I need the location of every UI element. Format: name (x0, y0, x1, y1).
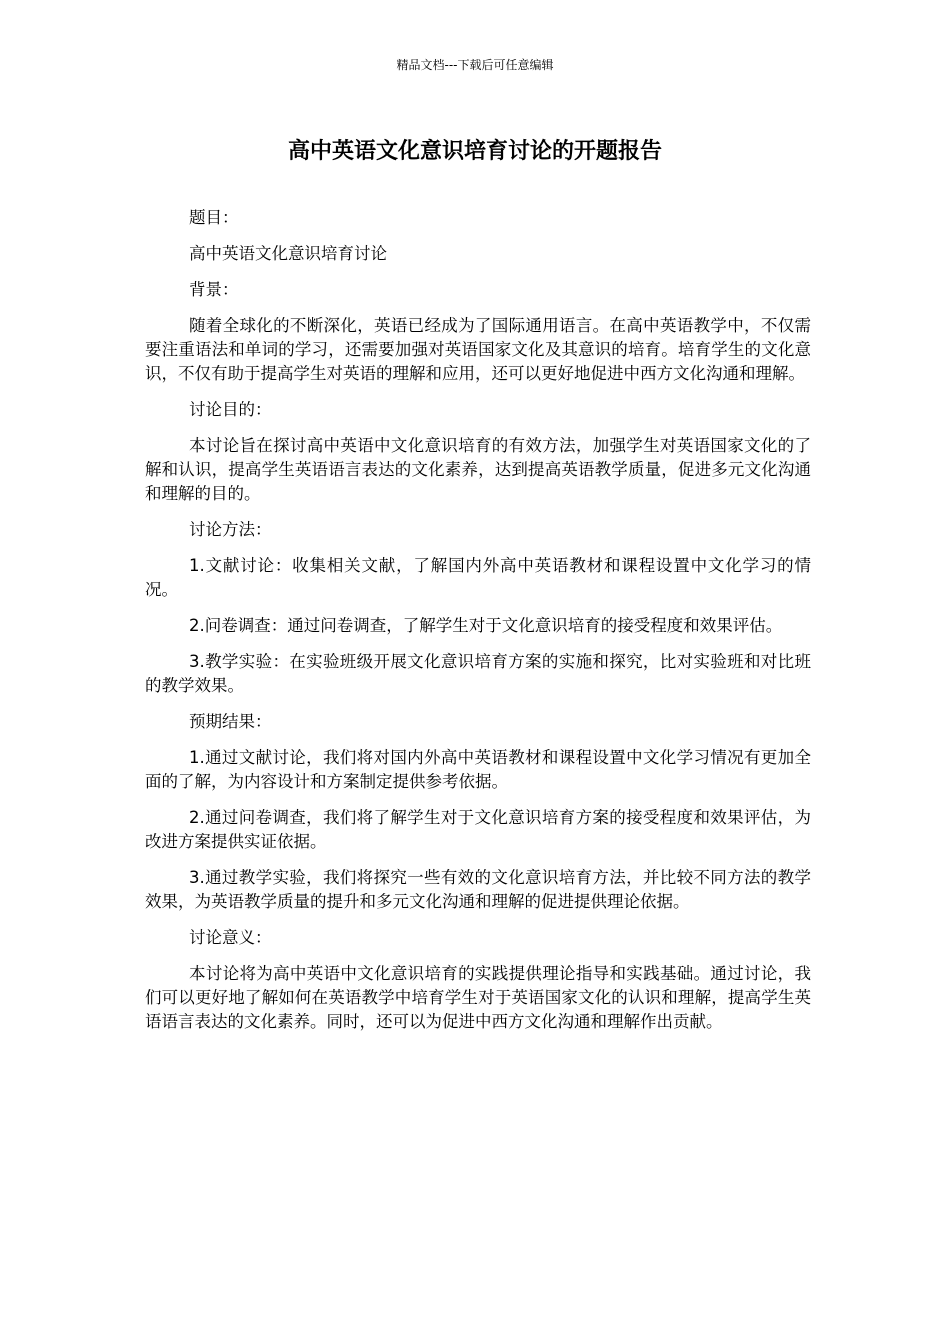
result-item-3: 3.通过教学实验，我们将探究一些有效的文化意识培育方法，并比较不同方法的教学效果，为英语教学质量的提升和多元文化沟通和理解的促进提供理论依据。 (145, 868, 811, 911)
method-item-3: 3.教学实验：在实验班级开展文化意识培育方案的实施和探究，比对实验班和对比班的教学效果。 (145, 652, 811, 695)
result-item-1: 1.通过文献讨论，我们将对国内外高中英语教材和课程设置中文化学习情况有更加全面的了解，为内容设计和方案制定提供参考依据。 (145, 748, 811, 791)
significance-text: 本讨论将为高中英语中文化意识培育的实践提供理论指导和实践基础。通过讨论，我们可以更好地了解如何在英语教学中培育学生对于英语国家文化的认识和理解，提高学生英语语言表达的文化素养。同时，还可以为促进中西方文化沟通和理解作出贡献。 (145, 964, 811, 1031)
label-purpose: 讨论目的： (189, 400, 272, 419)
label-significance: 讨论意义： (189, 928, 272, 947)
document-title: 高中英语文化意识培育讨论的开题报告 (287, 139, 662, 164)
document-body (145, 206, 811, 1046)
result-item-2: 2.通过问卷调查，我们将了解学生对于文化意识培育方案的接受程度和效果评估，为改进方案提供实证依据。 (145, 808, 811, 851)
background-text: 随着全球化的不断深化，英语已经成为了国际通用语言。在高中英语教学中，不仅需要注重语法和单词的学习，还需要加强对英语国家文化及其意识的培育。培育学生的文化意识，不仅有助于提高学生对英语的理解和应用，还可以更好地促进中西方文化沟通和理解。 (145, 316, 811, 383)
label-expected-results: 预期结果： (189, 712, 272, 731)
purpose-text: 本讨论旨在探讨高中英语中文化意识培育的有效方法，加强学生对英语国家文化的了解和认识，提高学生英语语言表达的文化素养，达到提高英语教学质量，促进多元文化沟通和理解的目的。 (145, 436, 811, 503)
method-item-2: 2.问卷调查：通过问卷调查，了解学生对于文化意识培育的接受程度和效果评估。 (189, 616, 783, 635)
method-item-1: 1.文献讨论：收集相关文献，了解国内外高中英语教材和课程设置中文化学习的情况。 (145, 556, 811, 599)
label-methods: 讨论方法： (189, 520, 272, 539)
label-topic: 题目： (189, 208, 239, 227)
label-background: 背景： (189, 280, 239, 299)
page-header: 精品文档---下载后可任意编辑 (396, 58, 554, 72)
topic-text: 高中英语文化意识培育讨论 (189, 244, 387, 263)
